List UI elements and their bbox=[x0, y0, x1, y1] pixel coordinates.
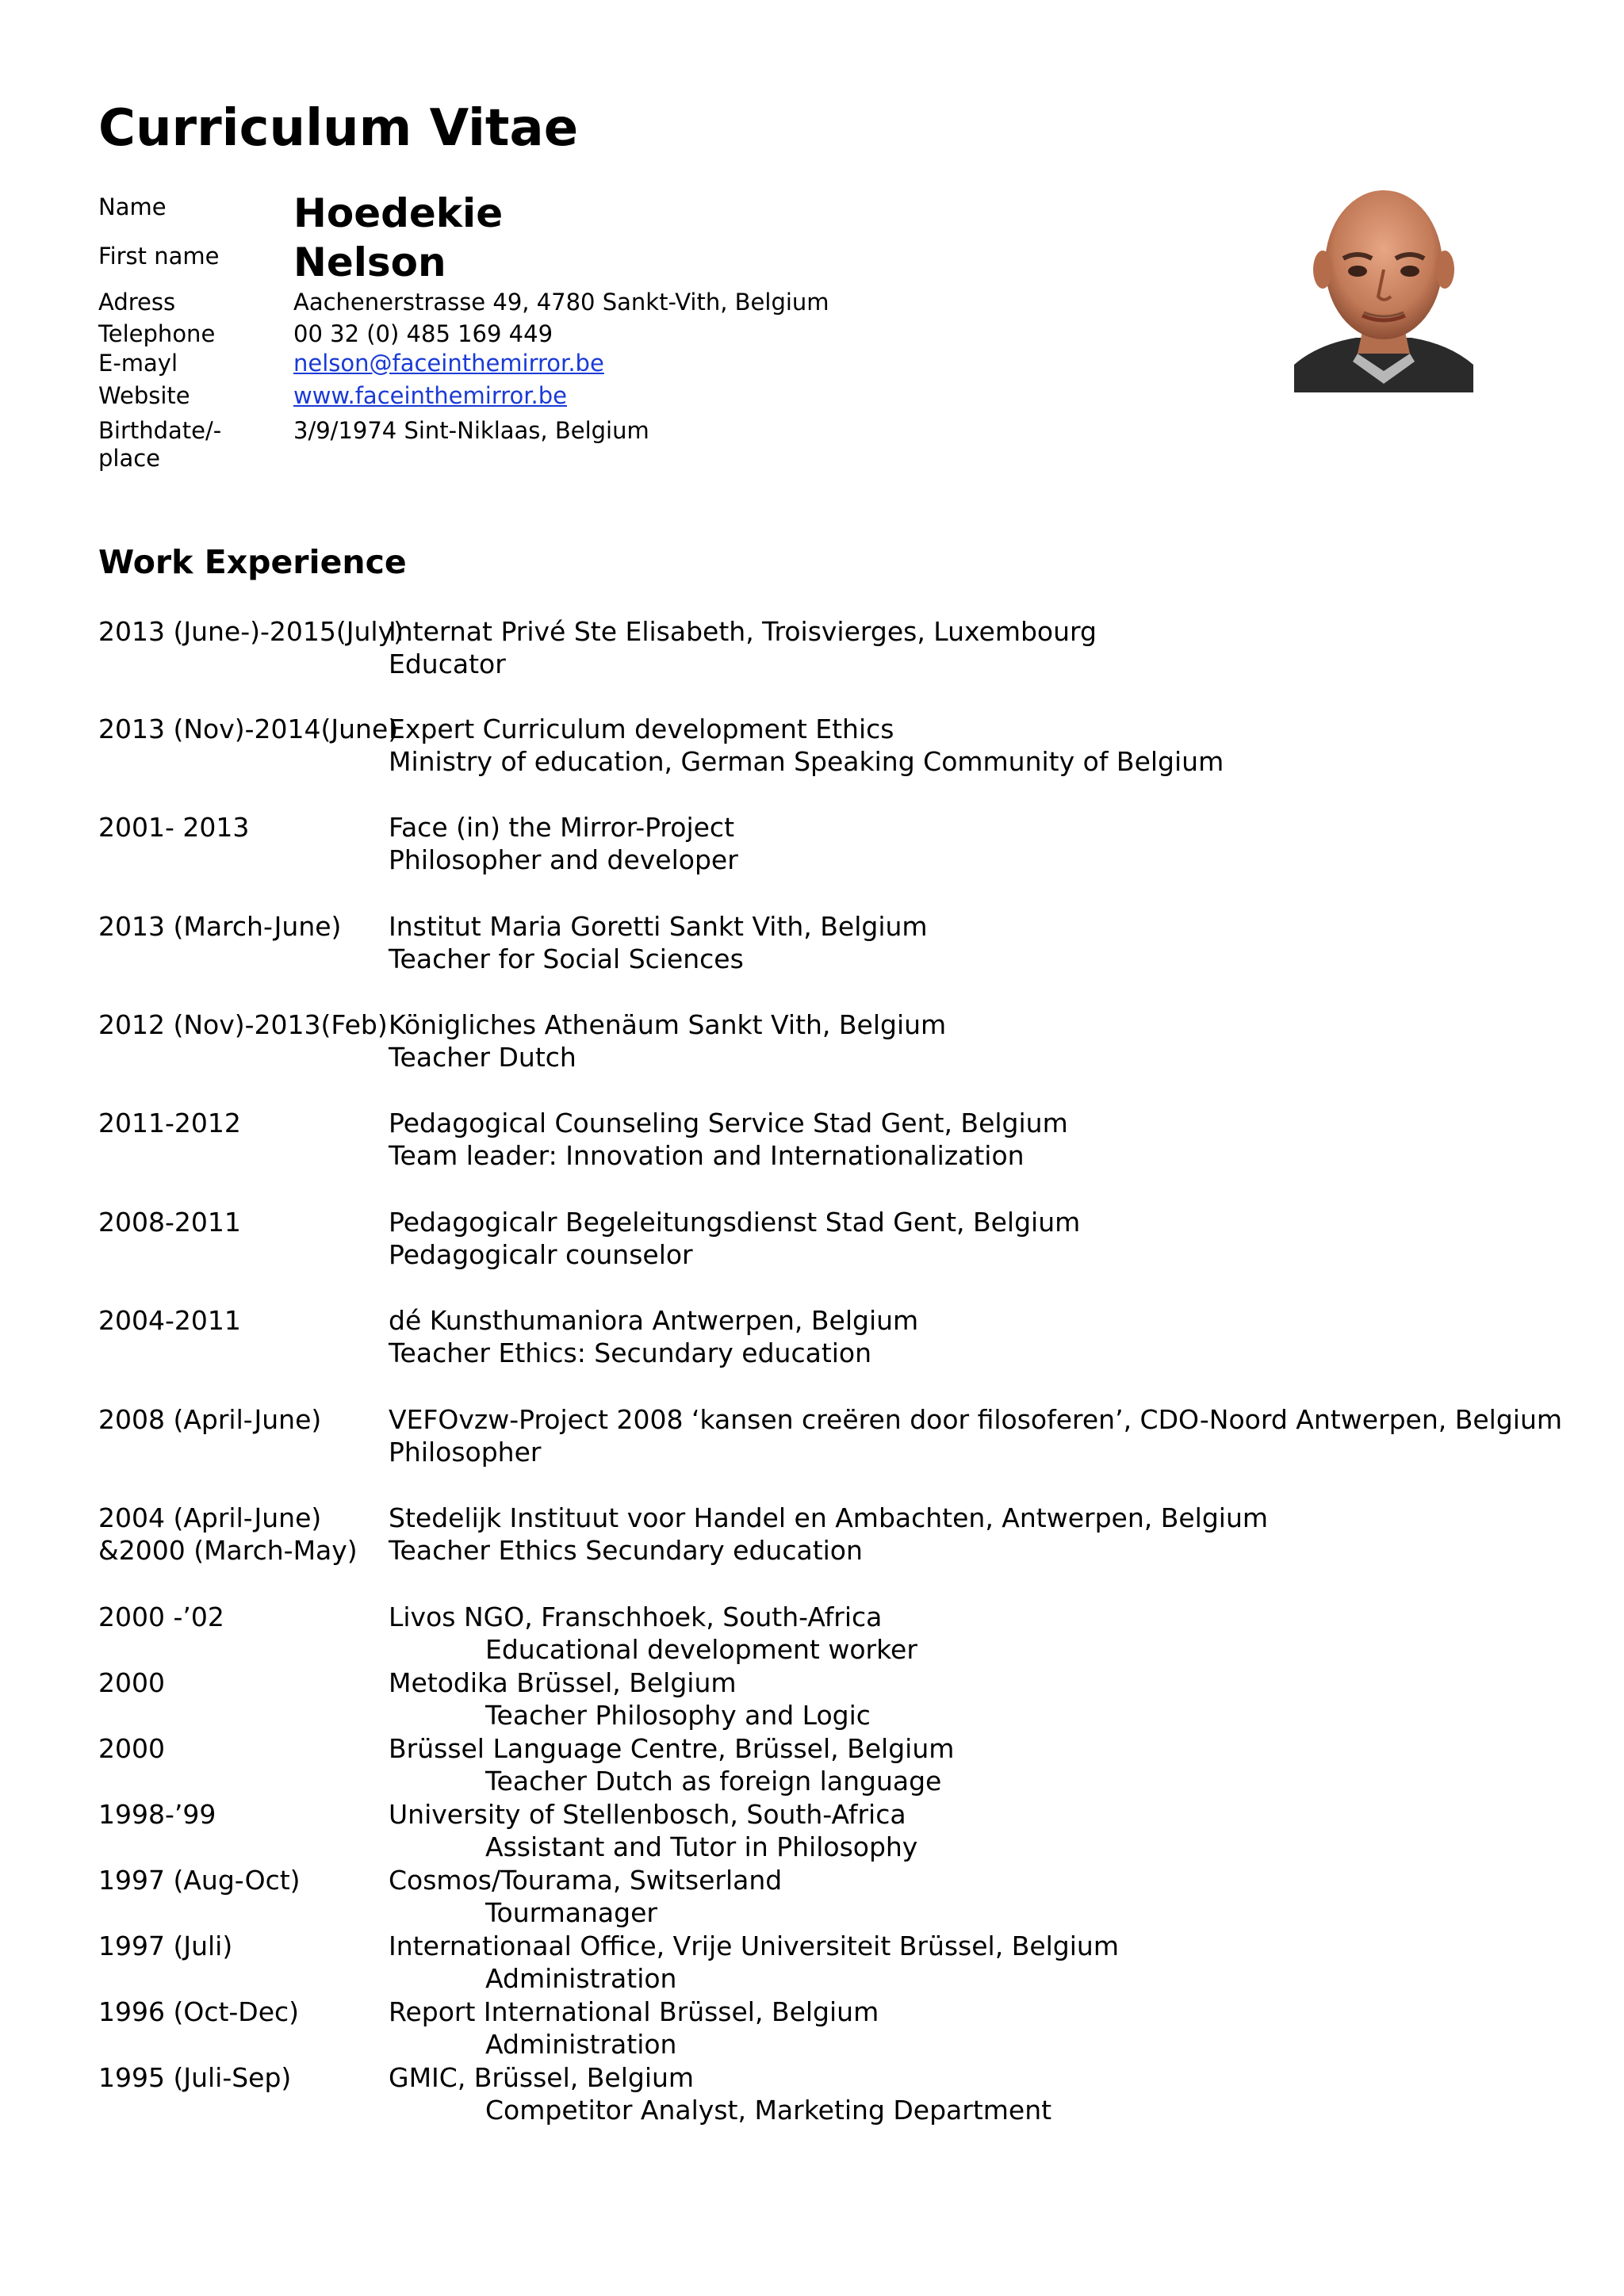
entry-role: Philosopher bbox=[389, 1437, 542, 1468]
entry-role: Administration bbox=[485, 2029, 677, 2060]
entry-details bbox=[389, 1008, 946, 1073]
entry-details bbox=[389, 811, 738, 876]
telephone-label: Telephone bbox=[98, 320, 216, 347]
entry-role: Teacher Ethics Secundary education bbox=[389, 1535, 863, 1566]
entry-details bbox=[389, 2061, 1051, 2126]
work-experience-heading: Work Experience bbox=[98, 543, 407, 581]
entry-organization: Königliches Athenäum Sankt Vith, Belgium bbox=[389, 1009, 947, 1040]
entry-role: Pedagogicalr counselor bbox=[389, 1239, 693, 1270]
entry-role: Administration bbox=[485, 1963, 677, 1994]
entry-date: 2004 (April-June) &2000 (March-May) bbox=[98, 1502, 358, 1566]
entry-date: 1997 (Aug-Oct) bbox=[98, 1865, 301, 1896]
entry-organization: Internationaal Office, Vrije Universiteit Brüssel, Belgium bbox=[389, 1931, 1119, 1961]
telephone-value: 00 32 (0) 485 169 449 bbox=[293, 320, 553, 347]
entry-details bbox=[389, 1798, 917, 1863]
entry-role: Teacher Dutch as foreign language bbox=[485, 1766, 942, 1797]
entry-details bbox=[389, 1403, 1562, 1468]
portrait-image bbox=[1294, 176, 1473, 392]
entry-organization: Face (in) the Mirror-Project bbox=[389, 812, 735, 843]
entry-organization: Metodika Brüssel, Belgium bbox=[389, 1667, 737, 1698]
email-link[interactable]: nelson@faceinthemirror.be bbox=[293, 350, 604, 377]
entry-role: Educator bbox=[389, 649, 506, 679]
page-title: Curriculum Vitae bbox=[98, 99, 579, 158]
entry-organization: Stedelijk Instituut voor Handel en Ambachten, Antwerpen, Belgium bbox=[389, 1502, 1269, 1533]
entry-details bbox=[389, 1107, 1068, 1172]
entry-role: Philosopher and developer bbox=[389, 844, 738, 875]
entry-details bbox=[389, 713, 1224, 778]
entry-role: Team leader: Innovation and Internationalization bbox=[389, 1140, 1025, 1171]
entry-date: 2011-2012 bbox=[98, 1108, 241, 1138]
entry-date: 2000 bbox=[98, 1733, 165, 1764]
profile-photo bbox=[1294, 176, 1473, 392]
entry-details bbox=[389, 615, 1097, 680]
entry-date: 2013 (Nov)-2014(June) bbox=[98, 714, 399, 744]
entry-date: 1997 (Juli) bbox=[98, 1931, 233, 1961]
entry-organization: Expert Curriculum development Ethics bbox=[389, 714, 894, 744]
address-value: Aachenerstrasse 49, 4780 Sankt-Vith, Belgium bbox=[293, 289, 829, 316]
name-value: Hoedekie bbox=[293, 190, 504, 236]
entry-date: 2000 bbox=[98, 1667, 165, 1698]
entry-details bbox=[389, 1304, 918, 1369]
entry-date: 2000 -’02 bbox=[98, 1601, 224, 1632]
entry-organization: Pedagogicalr Begeleitungsdienst Stad Gent, Belgium bbox=[389, 1207, 1081, 1238]
entry-organization: dé Kunsthumaniora Antwerpen, Belgium bbox=[389, 1305, 919, 1336]
entry-date: 2001- 2013 bbox=[98, 812, 250, 843]
entry-details bbox=[389, 910, 928, 975]
birth-label-line-2: place bbox=[98, 444, 161, 472]
birth-value: 3/9/1974 Sint-Niklaas, Belgium bbox=[293, 417, 649, 444]
entry-organization: Pedagogical Counseling Service Stad Gent, Belgium bbox=[389, 1108, 1068, 1138]
entry-details bbox=[389, 1864, 782, 1929]
birth-label bbox=[98, 417, 221, 473]
birth-label-line-1: Birthdate/- bbox=[98, 417, 222, 444]
entry-organization: Brüssel Language Centre, Brüssel, Belgium bbox=[389, 1733, 955, 1764]
entry-organization: Institut Maria Goretti Sankt Vith, Belgium bbox=[389, 911, 928, 942]
entry-date: 2012 (Nov)-2013(Feb) bbox=[98, 1009, 388, 1040]
entry-role: Teacher for Social Sciences bbox=[389, 943, 744, 974]
entry-details bbox=[389, 1601, 917, 1666]
entry-details bbox=[389, 1996, 879, 2061]
entry-details bbox=[389, 1930, 1119, 1995]
entry-organization: University of Stellenbosch, South-Africa bbox=[389, 1799, 906, 1830]
website-link[interactable]: www.faceinthemirror.be bbox=[293, 382, 567, 409]
entry-organization: Livos NGO, Franschhoek, South-Africa bbox=[389, 1601, 883, 1632]
entry-role: Competitor Analyst, Marketing Department bbox=[485, 2095, 1052, 2126]
first-name-value: Nelson bbox=[293, 239, 446, 285]
entry-date: 1998-’99 bbox=[98, 1799, 216, 1830]
entry-date: 1995 (Juli-Sep) bbox=[98, 2062, 292, 2093]
entry-organization: Internat Privé Ste Elisabeth, Troisvierges, Luxembourg bbox=[389, 616, 1097, 647]
entry-organization: Cosmos/Tourama, Switserland bbox=[389, 1865, 783, 1896]
entry-role: Assistant and Tutor in Philosophy bbox=[485, 1831, 918, 1862]
entry-date: 2013 (March-June) bbox=[98, 911, 342, 942]
entry-role: Teacher Ethics: Secundary education bbox=[389, 1337, 872, 1368]
entry-details bbox=[389, 1667, 871, 1732]
entry-role: Tourmanager bbox=[485, 1897, 657, 1928]
entry-role: Teacher Dutch bbox=[389, 1042, 576, 1073]
entry-date: 2013 (June-)-2015(July) bbox=[98, 616, 404, 647]
entry-organization: VEFOvzw-Project 2008 ‘kansen creëren door filosoferen’, CDO-Noord Antwerpen, Belgium bbox=[389, 1404, 1563, 1435]
name-label: Name bbox=[98, 193, 167, 220]
entry-date: 2008-2011 bbox=[98, 1207, 241, 1238]
entry-role: Ministry of education, German Speaking Community of Belgium bbox=[389, 746, 1224, 777]
entry-details bbox=[389, 1502, 1268, 1567]
entry-date: 2008 (April-June) bbox=[98, 1404, 322, 1435]
entry-role: Educational development worker bbox=[485, 1634, 917, 1665]
entry-date: 1996 (Oct-Dec) bbox=[98, 1996, 300, 2027]
entry-details bbox=[389, 1732, 954, 1797]
email-label: E-mayl bbox=[98, 350, 178, 377]
website-label: Website bbox=[98, 382, 190, 409]
entry-role: Teacher Philosophy and Logic bbox=[485, 1700, 871, 1731]
entry-date: 2004-2011 bbox=[98, 1305, 241, 1336]
entry-organization: Report International Brüssel, Belgium bbox=[389, 1996, 879, 2027]
entry-organization: GMIC, Brüssel, Belgium bbox=[389, 2062, 695, 2093]
first-name-label: First name bbox=[98, 243, 220, 270]
entry-details bbox=[389, 1206, 1080, 1271]
address-label: Adress bbox=[98, 289, 176, 316]
